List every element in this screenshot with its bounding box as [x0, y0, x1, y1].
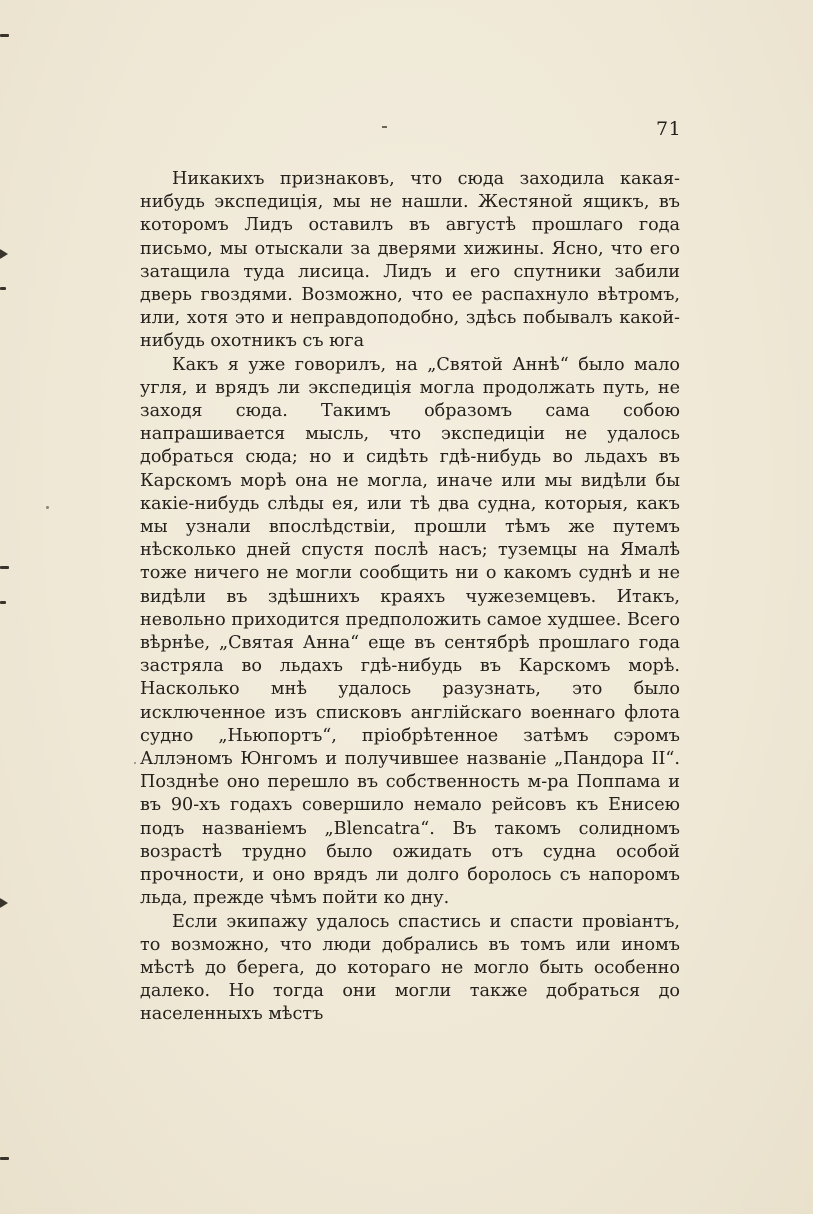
paragraph: Какъ я уже говорилъ, на „Святой Аннѣ“ было мало угля, и врядъ ли экспедиція могла продолжать путь, не заходя сюда. Такимъ образомъ сама собою напрашивается мысль, что экспедиціи не удалось добраться сюда; но и сидѣть гдѣ-нибудь во льдахъ въ Карскомъ морѣ она не могла, иначе или мы видѣли бы какіе-нибудь слѣды ея, или тѣ два судна, которыя, какъ мы узнали впослѣдствіи, прошли тѣмъ же путемъ нѣсколько дней спустя послѣ насъ; туземцы на Ямалѣ тоже ничего не могли сообщить ни о какомъ суднѣ и не видѣли въ здѣшнихъ краяхъ чужеземцевъ. Итакъ, невольно приходится предположить самое худшее. Всего вѣрнѣе, „Святая Анна“ еще въ сентябрѣ прошлаго года застряла во льдахъ гдѣ-нибудь въ Карскомъ морѣ. Насколько мнѣ удалось разузнать, это было исключенное изъ списковъ англійскаго военнаго флота судно „Ньюпортъ“, пріобрѣтенное затѣмъ сэромъ Аллэномъ Юнгомъ и получившее названіе „Пандора II“. Позднѣе оно перешло въ собственность м-ра Поппама и въ 90-хъ годахъ совершило немало рейсовъ къ Енисею подъ названіемъ „Blencatra“. Въ такомъ солидномъ возрастѣ трудно было ожидать отъ судна особой прочности, и оно врядъ ли долго боролось съ напоромъ льда, прежде чѣмъ пойти ко дну.	[140, 354, 680, 909]
margin-mark	[0, 601, 6, 604]
paper-speck	[46, 506, 49, 509]
header-tick-mark	[382, 126, 387, 128]
paper-speck	[134, 762, 136, 764]
margin-mark	[0, 566, 9, 569]
paragraph: Если экипажу удалось спастись и спасти провіантъ, то возможно, что люди добрались въ томъ или иномъ мѣстѣ до берега, до котораго не могло быть особенно далеко. Но тогда они могли также добраться до населенныхъ мѣстъ	[140, 911, 680, 1025]
margin-mark	[0, 34, 9, 37]
margin-mark	[0, 898, 8, 908]
page-number: 71	[656, 118, 682, 140]
margin-mark	[0, 249, 8, 259]
margin-mark	[0, 287, 6, 290]
margin-mark	[0, 1157, 9, 1160]
body-text	[140, 168, 680, 1027]
paragraph: Никакихъ признаковъ, что сюда заходила какая-нибудь экспедиція, мы не нашли. Жестяной ящикъ, въ которомъ Лидъ оставилъ въ августѣ прошлаго года письмо, мы отыскали за дверями хижины. Ясно, что его затащила туда лисица. Лидъ и его спутники забили дверь гвоздями. Возможно, что ее распахнуло вѣтромъ, или, хотя это и неправдоподобно, здѣсь побывалъ какой-нибудь охотникъ съ юга	[140, 169, 680, 352]
